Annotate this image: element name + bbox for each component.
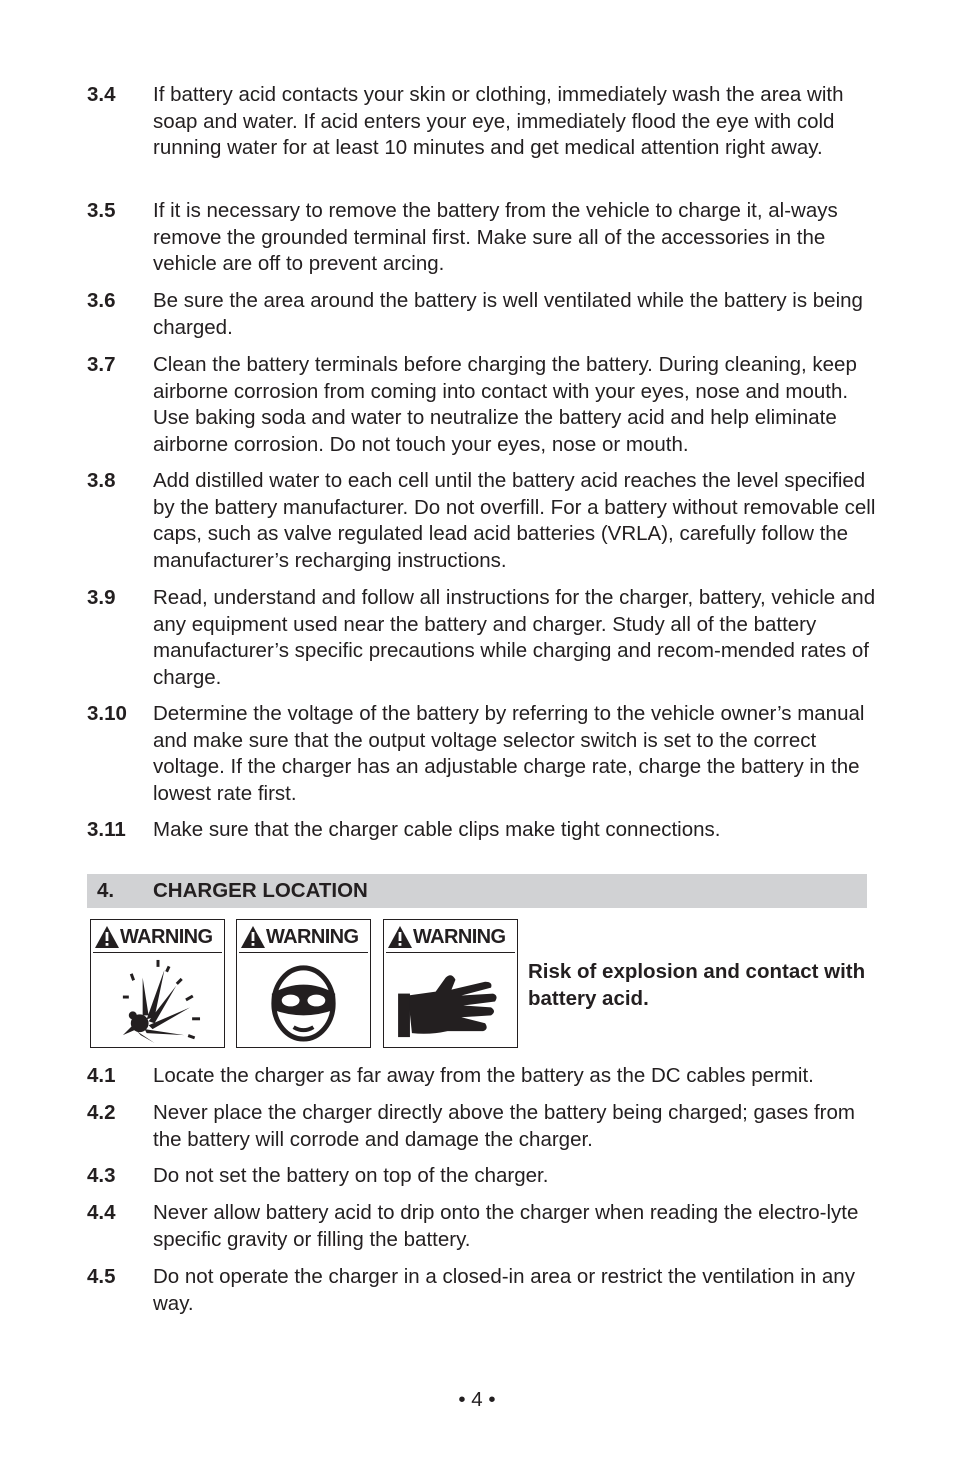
item-number: 4.1 xyxy=(87,1064,116,1087)
warning-label-eye-protection xyxy=(236,919,371,1048)
item-number: 3.5 xyxy=(87,199,116,222)
item-text: If it is necessary to remove the battery from the vehicle to charge it, al-ways remove the grounded terminal first. Make sure all of the accessories in the vehicle are off to prevent arcing. xyxy=(153,199,838,275)
item-text: Locate the charger as far away from the battery as the DC cables permit. xyxy=(153,1064,814,1087)
list-item-3-9 xyxy=(87,585,877,691)
warning-label-explosion xyxy=(90,919,225,1048)
item-number: 3.4 xyxy=(87,83,116,106)
warning-triangle-icon xyxy=(240,925,266,949)
list-item-4-5 xyxy=(87,1264,877,1317)
item-number: 4.5 xyxy=(87,1265,116,1288)
item-number: 3.6 xyxy=(87,289,116,312)
warning-word: WARNING xyxy=(266,926,359,948)
item-number: 3.8 xyxy=(87,469,116,492)
item-number: 4.3 xyxy=(87,1164,116,1187)
warning-label-glove xyxy=(383,919,518,1048)
item-text: Do not operate the charger in a closed-in area or restrict the ventilation in any way. xyxy=(153,1265,855,1315)
item-text: Add distilled water to each cell until the battery acid reaches the level specified by the battery manufacturer. Do not overfill. For a battery without removable cell caps, such as valve regulated lead acid batteries (VRLA), carefully follow the manufacturer’s recharging instructions. xyxy=(153,469,876,572)
warning-header xyxy=(239,922,368,953)
item-number: 4.2 xyxy=(87,1101,116,1124)
list-item-3-11 xyxy=(87,817,877,844)
warning-triangle-icon xyxy=(387,925,413,949)
list-item-4-2 xyxy=(87,1100,877,1153)
list-item-3-10 xyxy=(87,701,877,807)
item-text: If battery acid contacts your skin or clothing, immediately wash the area with soap and water. If acid enters your eye, immediately flood the eye with cold running water for at least 10 minutes and get medical attention right away. xyxy=(153,83,844,159)
item-text: Be sure the area around the battery is well ventilated while the battery is being charged. xyxy=(153,289,863,339)
item-number: 3.10 xyxy=(87,702,127,725)
section-number: 4. xyxy=(97,879,115,902)
item-text: Determine the voltage of the battery by referring to the vehicle owner’s manual and make sure that the output voltage selector switch is set to the correct voltage. If the charger has an adjustable charge rate, charge the battery in the lowest rate first. xyxy=(153,702,865,805)
list-item-4-3 xyxy=(87,1163,877,1190)
protective-glove-icon xyxy=(386,956,515,1045)
section-title: CHARGER LOCATION xyxy=(153,879,368,902)
safety-goggles-icon xyxy=(239,956,368,1045)
list-item-4-4 xyxy=(87,1200,877,1253)
page-number: • 4 • xyxy=(458,1388,496,1411)
item-number: 4.4 xyxy=(87,1201,116,1224)
item-text: Never allow battery acid to drip onto the charger when reading the electro-lyte specific gravity or filling the battery. xyxy=(153,1201,859,1251)
warning-header xyxy=(93,922,222,953)
warning-triangle-icon xyxy=(94,925,120,949)
section-heading-bar xyxy=(87,874,867,908)
list-item-3-8 xyxy=(87,468,877,574)
warning-header xyxy=(386,922,515,953)
warning-word: WARNING xyxy=(120,926,213,948)
list-item-3-7 xyxy=(87,352,877,458)
item-text: Clean the battery terminals before charging the battery. During cleaning, keep airborne corrosion from coming into contact with your eyes, nose and mouth. Use baking soda and water to neutralize the battery acid and help eliminate airborne corrosion. Do not touch your eyes, nose or mouth. xyxy=(153,353,857,456)
item-text: Make sure that the charger cable clips make tight connections. xyxy=(153,818,721,841)
item-text: Never place the charger directly above the battery being charged; gases from the battery will corrode and damage the charger. xyxy=(153,1101,855,1151)
explosion-icon xyxy=(93,956,222,1045)
item-text: Do not set the battery on top of the charger. xyxy=(153,1164,549,1187)
item-text: Read, understand and follow all instructions for the charger, battery, vehicle and any equipment used near the battery and charger. Study all of the battery manufacturer’s specific precautions while charging and recom-mended rates of charge. xyxy=(153,586,876,689)
item-number: 3.7 xyxy=(87,353,116,376)
risk-statement: Risk of explosion and contact with battery acid. xyxy=(528,960,866,1010)
item-number: 3.9 xyxy=(87,586,116,609)
warning-word: WARNING xyxy=(413,926,506,948)
list-item-3-5 xyxy=(87,198,877,278)
item-number: 3.11 xyxy=(87,818,126,841)
list-item-3-4 xyxy=(87,82,877,162)
list-item-4-1 xyxy=(87,1063,877,1090)
list-item-3-6 xyxy=(87,288,877,341)
